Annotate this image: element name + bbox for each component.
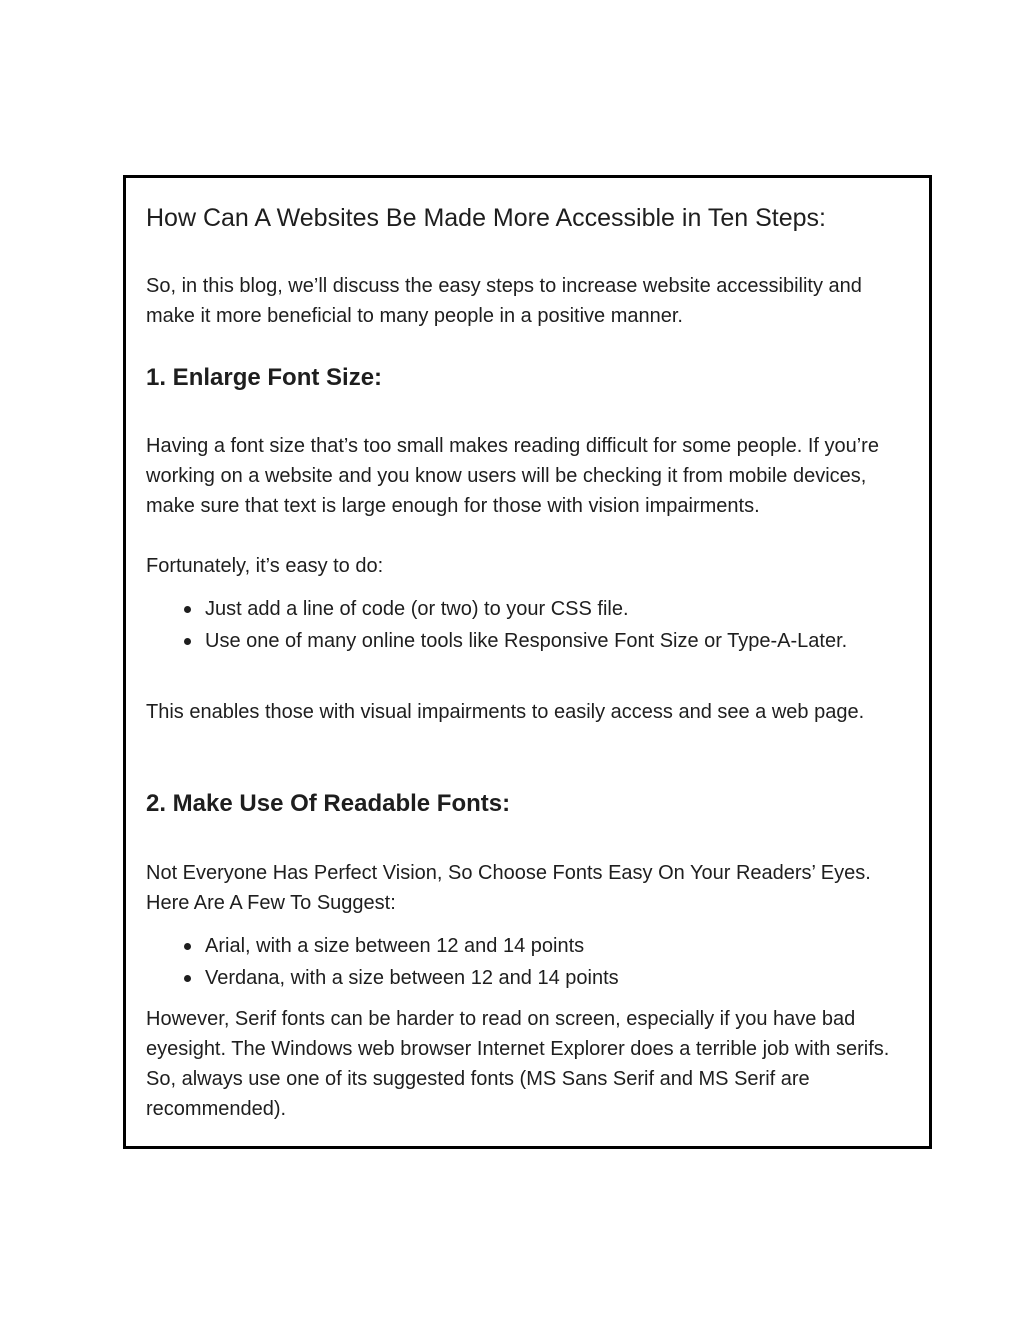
section-1-closing: This enables those with visual impairments to easily access and see a web page. bbox=[146, 701, 865, 723]
section-1-lead: Fortunately, it’s easy to do: bbox=[146, 555, 384, 577]
document-frame bbox=[123, 175, 932, 1149]
bullet-icon bbox=[184, 975, 191, 982]
section-2-bullet-list bbox=[184, 931, 884, 995]
section-1-heading: 1. Enlarge Font Size: bbox=[146, 364, 383, 391]
list-item bbox=[184, 626, 884, 656]
bullet-icon bbox=[184, 638, 191, 645]
list-item bbox=[184, 963, 884, 993]
document-title: How Can A Websites Be Made More Accessible in Ten Steps: bbox=[146, 204, 826, 232]
intro-paragraph: So, in this blog, we’ll discuss the easy steps to increase website accessibility and make it more beneficial to many people in a positive manner. bbox=[146, 275, 862, 327]
section-1-bullet-list bbox=[184, 594, 884, 658]
list-item-text: Verdana, with a size between 12 and 14 points bbox=[205, 967, 619, 989]
list-item bbox=[184, 594, 884, 624]
list-item-text: Arial, with a size between 12 and 14 points bbox=[205, 935, 585, 957]
bullet-icon bbox=[184, 943, 191, 950]
list-item-text: Use one of many online tools like Responsive Font Size or Type-A-Later. bbox=[205, 630, 848, 652]
section-2-closing: However, Serif fonts can be harder to read on screen, especially if you have bad eyesight. The Windows web browser Internet Explorer does a terrible job with serifs. So, always use one of its suggested fonts (MS Sans Serif and MS Serif are recommended). bbox=[146, 1008, 890, 1120]
list-item bbox=[184, 931, 884, 961]
section-1-paragraph: Having a font size that’s too small makes reading difficult for some people. If you’re working on a website and you know users will be checking it from mobile devices, make sure that text is large enough for those with vision impairments. bbox=[146, 435, 879, 517]
list-item-text: Just add a line of code (or two) to your CSS file. bbox=[205, 598, 629, 620]
section-2-paragraph: Not Everyone Has Perfect Vision, So Choose Fonts Easy On Your Readers’ Eyes. Here Are A Few To Suggest: bbox=[146, 862, 871, 914]
bullet-icon bbox=[184, 606, 191, 613]
section-2-heading: 2. Make Use Of Readable Fonts: bbox=[146, 790, 511, 817]
